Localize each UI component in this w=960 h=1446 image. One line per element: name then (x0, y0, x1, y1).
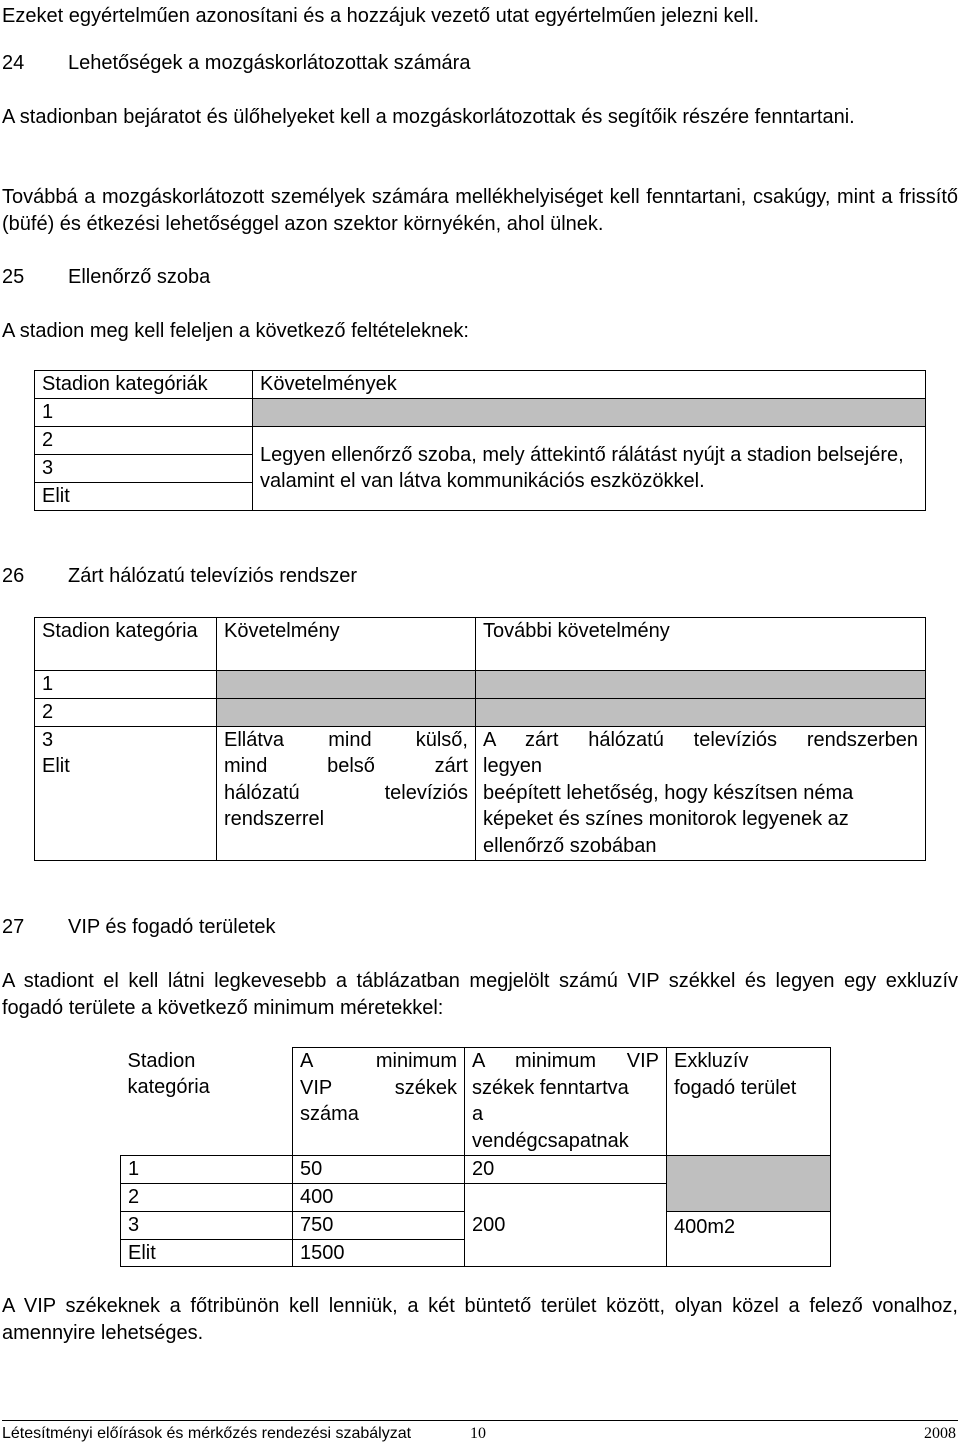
vip-seats-cell: 1500 (293, 1239, 465, 1267)
category-cell: 2 (121, 1184, 293, 1212)
header-line: Exkluzív (674, 1050, 749, 1072)
category-cell: Elit (121, 1239, 293, 1267)
extra-requirement-line: A zárt hálózatú televíziós rendszerben (483, 728, 918, 751)
category-cell: 1 (121, 1156, 293, 1184)
header-line: kategória (127, 1076, 210, 1098)
shaded-cell (217, 671, 476, 699)
control-room-table (34, 370, 926, 511)
table-header (465, 1048, 667, 1156)
header-line: székek fenntartva (472, 1076, 629, 1099)
section-number: 24 (2, 52, 25, 74)
lounge-area-cell: 400m2 (667, 1211, 831, 1267)
away-seats-cell: 20 (465, 1156, 667, 1184)
section-title: Lehetőségek a mozgáskorlátozottak számára (68, 52, 471, 74)
section-25-paragraph: A stadion meg kell feleljen a következő feltételeknek: (2, 320, 469, 342)
header-line: a (472, 1103, 484, 1125)
intro-text: Ezeket egyértelműen azonosítani és a hozzájuk vezető utat egyértelműen jelezni kell. (2, 5, 760, 27)
section-24-heading (2, 50, 470, 77)
shaded-cell (476, 699, 926, 727)
table-header (121, 1048, 293, 1156)
away-seats-cell: 200 (465, 1184, 667, 1267)
category-cell: 1 (35, 671, 217, 699)
section-number: 27 (2, 916, 25, 938)
section-title: Zárt hálózatú televíziós rendszer (68, 565, 358, 587)
category-cell (35, 726, 217, 860)
table-header: Követelmény (217, 618, 476, 671)
footer-divider (2, 1420, 958, 1421)
vip-seats-cell: 750 (293, 1211, 465, 1239)
page-number: 10 (470, 1425, 486, 1442)
header-line: fogadó terület (674, 1076, 797, 1099)
extra-requirement-line: legyen (483, 755, 542, 777)
section-26-heading (2, 563, 357, 590)
section-27-heading (2, 914, 276, 941)
vip-seats-cell: 50 (293, 1156, 465, 1184)
header-line: vendégcsapatnak (472, 1129, 629, 1152)
requirement-line: hálózatú televíziós (224, 781, 468, 804)
section-27-paragraph-1: A stadiont el kell látni legkevesebb a táblázatban megjelölt számú VIP székkel és legyen egy exkluzív fogadó területe a következő minimum méretekkel: (2, 970, 958, 1019)
header-line: VIP székek (300, 1076, 457, 1099)
table-header: További követelmény (476, 618, 926, 671)
cctv-table (34, 617, 926, 861)
category-cell: 2 (35, 699, 217, 727)
extra-requirement-line: képeket és színes monitorok legyenek az (483, 808, 849, 830)
requirement-line: Ellátva mind külső, (224, 728, 468, 751)
requirement-line: mind belső zárt (224, 755, 468, 777)
table-header: Követelmények (253, 371, 926, 399)
category-cell: 3 (35, 455, 253, 483)
section-title: VIP és fogadó területek (68, 916, 276, 938)
section-27-paragraph-2: A VIP székeknek a főtribünön kell lenniük, a két büntető terület között, olyan közel a felező vonalhoz, amennyire lehetséges. (2, 1295, 958, 1344)
section-number: 26 (2, 565, 25, 587)
shaded-cell (253, 399, 926, 427)
category-cell: 1 (35, 399, 253, 427)
category-label: 3 (42, 728, 54, 751)
category-cell: 2 (35, 427, 253, 455)
section-number: 25 (2, 266, 25, 288)
shaded-cell (667, 1156, 831, 1212)
footer-title: Létesítményi előírások és mérkőzés rendezési szabályzat (2, 1425, 412, 1442)
header-line: A minimum VIP (472, 1050, 659, 1072)
section-24-paragraph-2: Továbbá a mozgáskorlátozott személyek számára mellékhelyiséget kell fenntartani, csakúgy, mint a frissítő (büfé) és étkezési lehetőséggel azon szektor környékén, ahol ülnek. (2, 186, 958, 235)
table-header (667, 1048, 831, 1156)
table-header: Stadion kategóriák (35, 371, 253, 399)
requirement-cell: Legyen ellenőrző szoba, mely áttekintő rálátást nyújt a stadion belsejére, valamint el van látva kommunikációs eszközökkel. (253, 427, 926, 511)
extra-requirement-cell (476, 726, 926, 860)
section-24-paragraph-1: A stadionban bejáratot és ülőhelyeket kell a mozgáskorlátozottak és segítőik részére fenntartani. (2, 106, 855, 128)
vip-seats-cell: 400 (293, 1184, 465, 1212)
vip-table (120, 1047, 831, 1267)
table-header (293, 1048, 465, 1156)
header-line: száma (300, 1103, 359, 1125)
requirement-line: rendszerrel (224, 808, 325, 830)
extra-requirement-line: beépített lehetőség, hogy készítsen néma (483, 781, 854, 804)
category-label: Elit (42, 755, 70, 777)
header-line: Stadion (127, 1049, 196, 1072)
header-line: A minimum (300, 1050, 457, 1072)
category-cell: 3 (121, 1211, 293, 1239)
shaded-cell (476, 671, 926, 699)
section-title: Ellenőrző szoba (68, 266, 211, 288)
footer-year: 2008 (924, 1425, 956, 1442)
category-cell: Elit (35, 482, 253, 510)
extra-requirement-line: ellenőrző szobában (483, 834, 657, 857)
shaded-cell (217, 699, 476, 727)
section-25-heading (2, 264, 210, 291)
requirement-cell (217, 726, 476, 860)
table-header: Stadion kategória (35, 618, 217, 671)
